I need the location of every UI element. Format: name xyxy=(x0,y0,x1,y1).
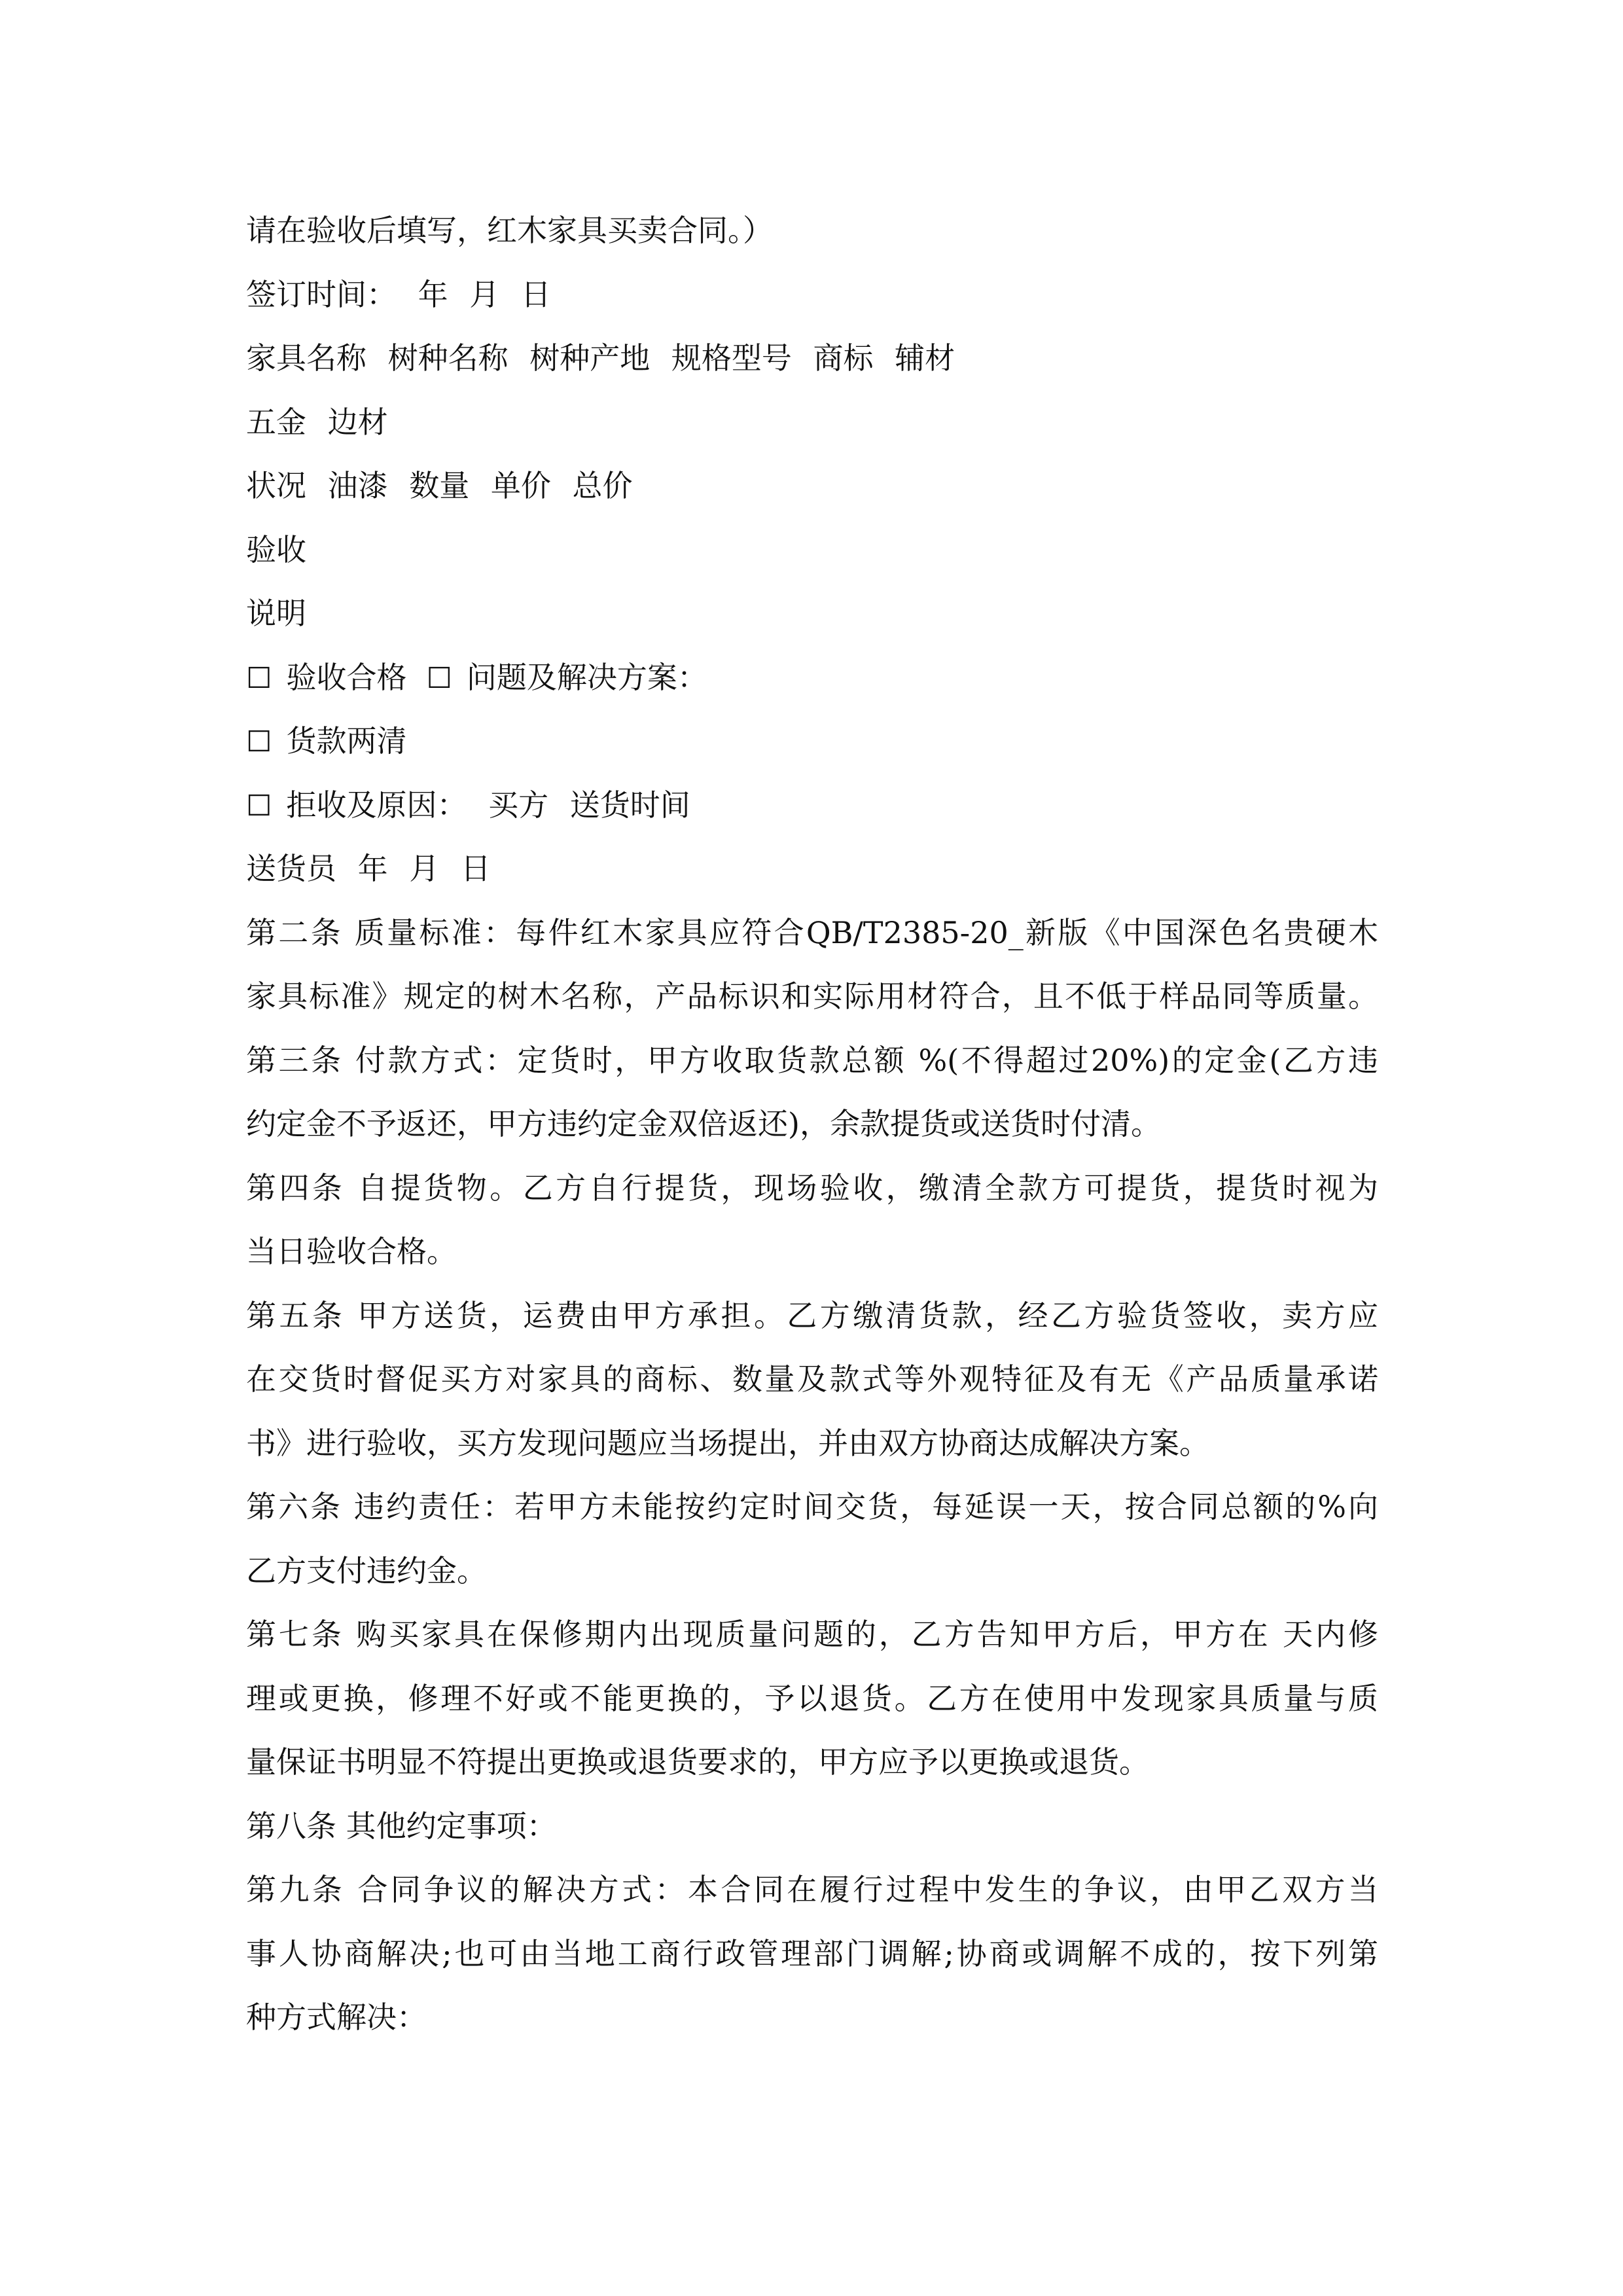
inspection-note-line: 请在验收后填写，红木家具买卖合同。） xyxy=(246,213,773,248)
article-7-line-3: 量保证书明显不符提出更换或退货要求的，甲方应予以更换或退货。 xyxy=(246,1744,1149,1780)
contract-page xyxy=(246,199,1378,2050)
checkbox-rejection[interactable]: ☐ xyxy=(246,789,272,823)
signing-date-line: 签订时间： 年 月 日 xyxy=(246,276,551,312)
inspection-label: 验收 xyxy=(246,531,306,567)
issues-solution-label: 问题及解决方案： xyxy=(466,659,707,695)
article-7-line-1: 第七条 购买家具在保修期内出现质量问题的，乙方告知甲方后，甲方在 天内修 xyxy=(246,1617,1378,1652)
article-3-line-1: 第三条 付款方式：定货时，甲方收取货款总额 %(不得超过20%)的定金(乙方违 xyxy=(246,1042,1378,1078)
furniture-columns-line: 家具名称 树种名称 树种产地 规格型号 商标 辅材 xyxy=(246,340,955,376)
article-6-line-1: 第六条 违约责任：若甲方未能按约定时间交货，每延误一天，按合同总额的%向 xyxy=(246,1489,1378,1524)
article-8-line: 第八条 其他约定事项： xyxy=(246,1808,557,1844)
article-5-line-2: 在交货时督促买方对家具的商标、数量及款式等外观特征及有无《产品质量承诺 xyxy=(246,1361,1378,1397)
checkbox-inspection-passed[interactable]: ☐ xyxy=(246,661,272,695)
inspection-options-line xyxy=(246,646,1378,710)
checkbox-payment-settled[interactable]: ☐ xyxy=(246,725,272,759)
article-9-line-2: 事人协商解决;也可由当地工商行政管理部门调解;协商或调解不成的，按下列第 xyxy=(246,1935,1378,1971)
hardware-columns-line: 五金 边材 xyxy=(246,404,388,440)
explanation-label: 说明 xyxy=(246,596,306,631)
article-7-line-2: 理或更换，修理不好或不能更换的，予以退货。乙方在使用中发现家具质量与质 xyxy=(246,1680,1378,1716)
article-4-line-2: 当日验收合格。 xyxy=(246,1234,457,1269)
payment-settled-label: 货款两清 xyxy=(286,723,407,759)
article-5-line-1: 第五条 甲方送货，运费由甲方承担。乙方缴清货款，经乙方验货签收，卖方应 xyxy=(246,1297,1378,1333)
condition-columns-line: 状况 油漆 数量 单价 总价 xyxy=(246,468,633,503)
article-2-line-1: 第二条 质量标准：每件红木家具应符合QB/T2385-20_新版《中国深色名贵硬木 xyxy=(246,914,1378,950)
inspection-passed-label: 验收合格 xyxy=(286,659,407,695)
checkbox-issues-solution[interactable]: ☐ xyxy=(426,661,452,695)
article-6-line-2: 乙方支付违约金。 xyxy=(246,1552,487,1588)
rejection-line xyxy=(246,774,1378,838)
article-4-line-1: 第四条 自提货物。乙方自行提货，现场验收，缴清全款方可提货，提货时视为 xyxy=(246,1170,1378,1206)
article-2-line-2: 家具标准》规定的树木名称，产品标识和实际用材符合，且不低于样品同等质量。 xyxy=(246,978,1378,1014)
delivery-person-line: 送货员 年 月 日 xyxy=(246,851,491,886)
rejection-label: 拒收及原因： 买方 送货时间 xyxy=(286,787,690,823)
article-5-line-3: 书》进行验收，买方发现问题应当场提出，并由双方协商达成解决方案。 xyxy=(246,1425,1209,1461)
article-9-line-3: 种方式解决： xyxy=(246,2000,427,2035)
payment-settled-line xyxy=(246,709,1378,774)
article-3-line-2: 约定金不予返还，甲方违约定金双倍返还)，余款提货或送货时付清。 xyxy=(246,1106,1161,1141)
article-9-line-1: 第九条 合同争议的解决方式：本合同在履行过程中发生的争议，由甲乙双方当 xyxy=(246,1872,1378,1907)
